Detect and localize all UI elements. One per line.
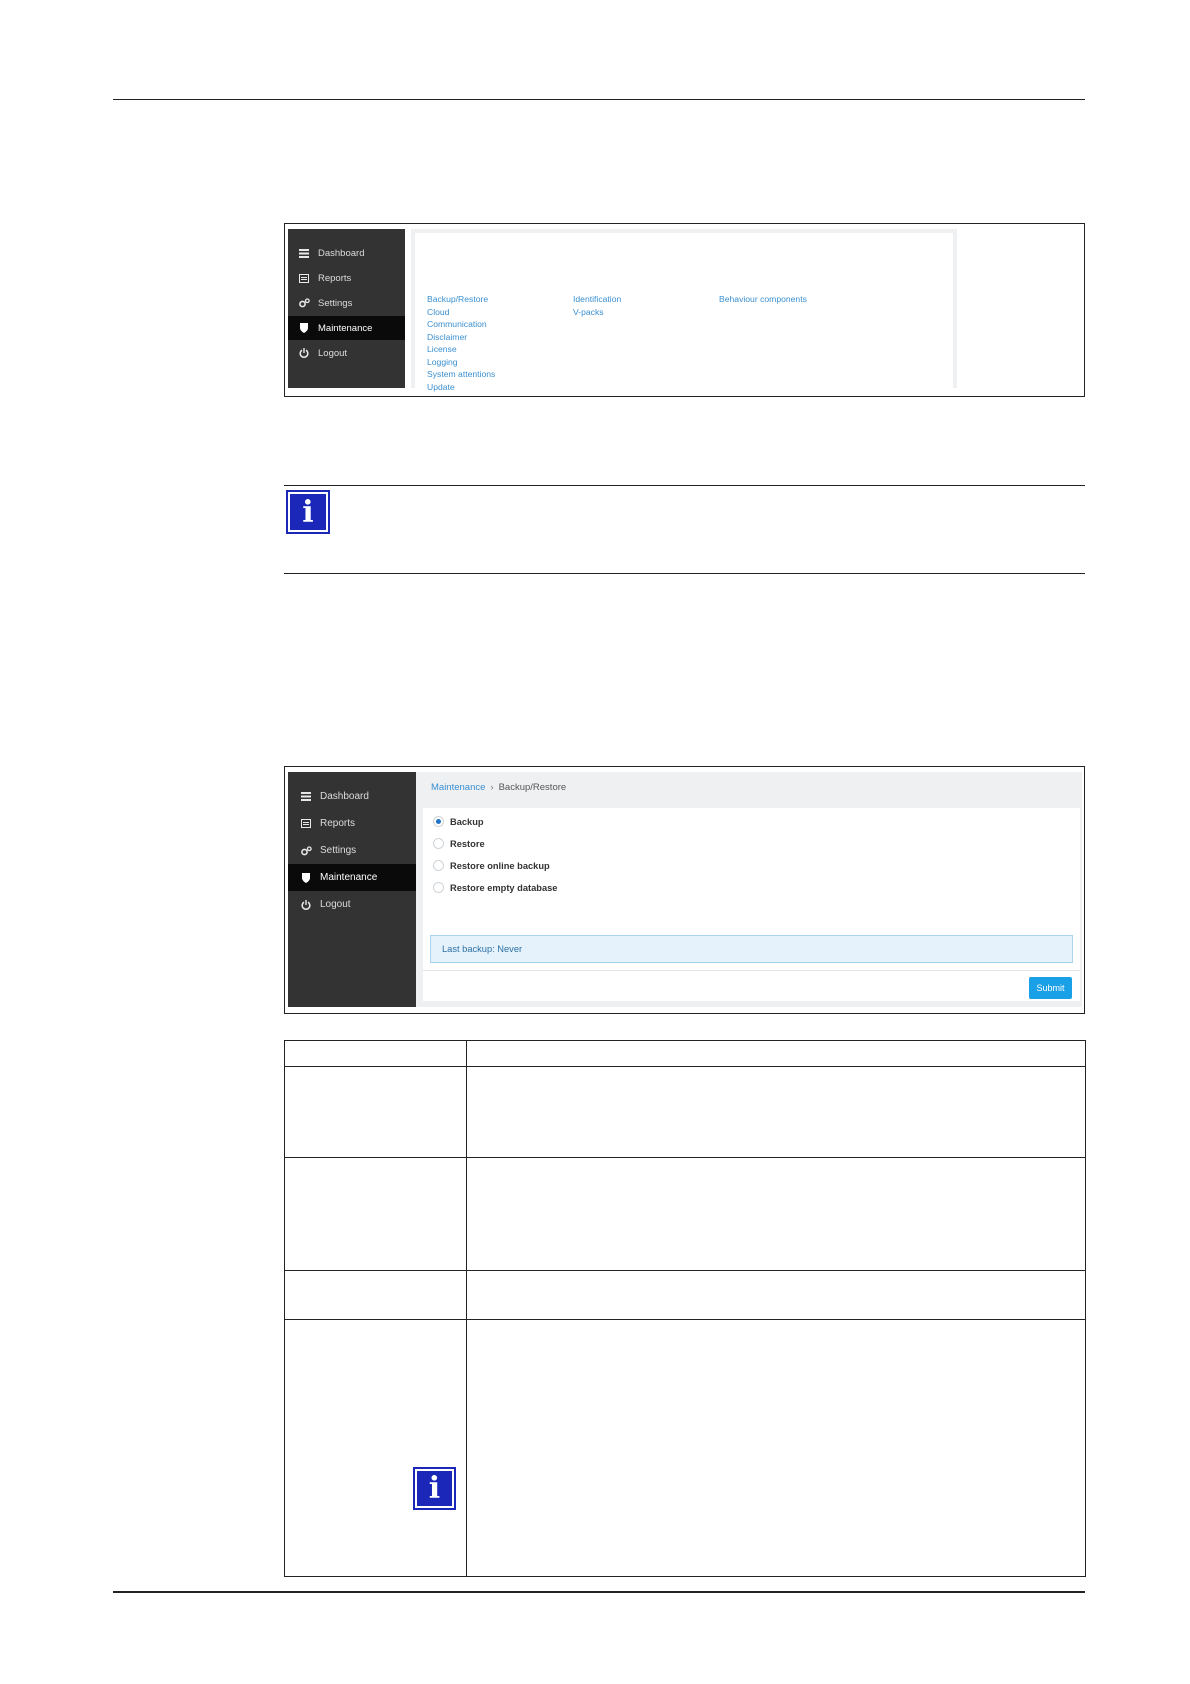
link-update[interactable]: Update	[427, 381, 455, 392]
sidebar-item-label: Reports	[320, 818, 356, 829]
link-system-attentions[interactable]: System attentions	[427, 369, 496, 379]
table-row	[285, 1067, 1086, 1158]
table-row	[285, 1158, 1086, 1271]
backup-restore-card	[423, 808, 1080, 1001]
radio-button[interactable]	[433, 838, 444, 849]
link-column-2	[573, 293, 621, 318]
sidebar-item-maintenance[interactable]	[288, 864, 416, 891]
link-behaviour-components[interactable]: Behaviour components	[719, 294, 807, 304]
sidebar-item-maintenance[interactable]	[288, 316, 405, 340]
link-backup-restore[interactable]: Backup/Restore	[427, 294, 489, 304]
breadcrumb-maintenance-link[interactable]: Maintenance	[431, 782, 486, 793]
sidebar-item-label: Maintenance	[318, 322, 373, 334]
gears-icon	[300, 845, 312, 857]
report-icon	[298, 272, 310, 284]
maintenance-card	[415, 233, 953, 392]
link-column-3	[719, 293, 807, 306]
table-cell	[467, 1320, 1086, 1577]
table-cell	[285, 1320, 467, 1577]
table-header-row	[285, 1041, 1086, 1067]
breadcrumb-separator: ›	[490, 782, 494, 793]
list-icon	[300, 791, 312, 803]
sidebar-item-label: Reports	[318, 272, 352, 284]
maintenance-panel	[411, 229, 957, 392]
option-backup[interactable]	[433, 816, 484, 827]
sidebar-item-dashboard[interactable]	[288, 783, 416, 810]
radio-button-checked[interactable]	[433, 816, 444, 827]
power-icon	[298, 347, 310, 359]
maintenance-overview-screenshot	[284, 223, 1085, 397]
table-header-cell	[467, 1041, 1086, 1067]
option-restore[interactable]	[433, 838, 485, 849]
power-icon	[300, 899, 312, 911]
report-icon	[300, 818, 312, 830]
note-bottom-rule	[284, 573, 1085, 574]
table-row	[285, 1320, 1086, 1577]
radio-button[interactable]	[433, 860, 444, 871]
sidebar	[288, 772, 416, 1007]
footer-rule	[113, 1591, 1085, 1593]
sidebar-item-logout[interactable]	[288, 891, 416, 918]
sidebar-item-reports[interactable]	[288, 266, 405, 290]
sidebar-item-label: Settings	[320, 845, 357, 856]
link-license[interactable]: License	[427, 344, 457, 354]
sidebar-item-reports[interactable]	[288, 810, 416, 837]
table-cell-content	[285, 1320, 466, 1575]
option-restore-online-backup[interactable]	[433, 860, 550, 871]
shield-icon	[298, 322, 310, 334]
sidebar-item-logout[interactable]	[288, 341, 405, 365]
sidebar	[288, 229, 405, 388]
sidebar-item-label: Dashboard	[320, 791, 369, 802]
backup-restore-screenshot	[284, 766, 1085, 1014]
radio-button[interactable]	[433, 882, 444, 893]
sidebar-item-settings[interactable]	[288, 291, 405, 315]
sidebar-item-dashboard[interactable]	[288, 241, 405, 265]
gears-icon	[298, 297, 310, 309]
link-cloud[interactable]: Cloud	[427, 306, 450, 317]
info-icon: i	[413, 1467, 456, 1510]
option-label: Backup	[450, 816, 484, 827]
last-backup-alert: Last backup: Never	[430, 935, 1073, 963]
table-cell	[285, 1067, 467, 1158]
table-cell	[285, 1158, 467, 1271]
table-cell	[467, 1067, 1086, 1158]
table-cell	[467, 1158, 1086, 1271]
sidebar-item-label: Settings	[318, 297, 353, 309]
option-label: Restore online backup	[450, 860, 550, 871]
link-column-1	[427, 293, 495, 393]
option-label: Restore	[450, 838, 485, 849]
header-rule	[113, 99, 1085, 100]
submit-button[interactable]: Submit	[1029, 977, 1072, 999]
table-row	[285, 1271, 1086, 1320]
description-table	[284, 1040, 1086, 1577]
sidebar-item-label: Dashboard	[318, 247, 365, 259]
breadcrumb-current: Backup/Restore	[498, 782, 567, 793]
shield-icon	[300, 872, 312, 884]
table-header-cell	[285, 1041, 467, 1067]
info-icon: i	[286, 490, 330, 534]
link-v-packs[interactable]: V-packs	[573, 306, 604, 317]
link-logging[interactable]: Logging	[427, 356, 458, 367]
list-icon	[298, 247, 310, 259]
backup-restore-panel	[416, 772, 1082, 1007]
sidebar-item-label: Logout	[318, 347, 348, 359]
option-restore-empty-database[interactable]	[433, 882, 557, 893]
table-cell	[467, 1271, 1086, 1320]
option-label: Restore empty database	[450, 882, 558, 893]
link-disclaimer[interactable]: Disclaimer	[427, 331, 468, 342]
sidebar-item-settings[interactable]	[288, 837, 416, 864]
link-identification[interactable]: Identification	[573, 294, 622, 304]
note-top-rule	[284, 485, 1085, 486]
link-communication[interactable]: Communication	[427, 319, 487, 329]
sidebar-item-label: Maintenance	[320, 872, 378, 883]
breadcrumb	[431, 782, 566, 793]
sidebar-item-label: Logout	[320, 899, 351, 910]
card-footer-divider	[423, 970, 1080, 971]
table-cell	[285, 1271, 467, 1320]
